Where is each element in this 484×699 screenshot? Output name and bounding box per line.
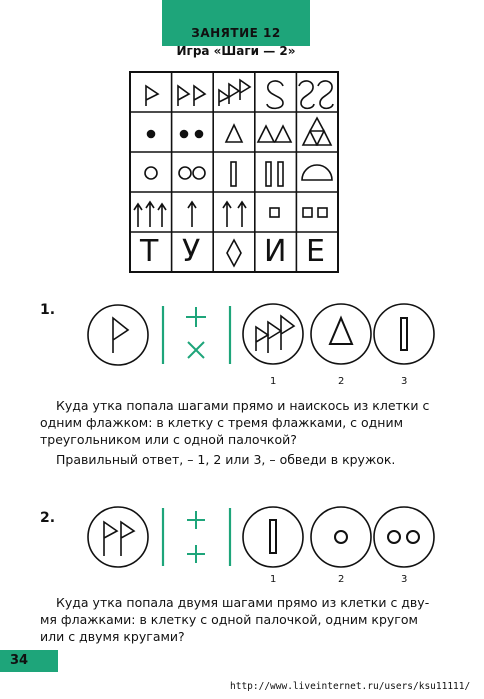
- square-one-icon: [270, 208, 279, 217]
- grid-letter-e: Е: [306, 234, 325, 269]
- task2-text-line: Куда утка попала двумя шагами прямо из клетки с дву-: [56, 595, 430, 610]
- game-title: Игра «Шаги — 2»: [176, 44, 296, 58]
- task2-number: 2.: [40, 510, 56, 526]
- task2-plus-icon-bottom: [187, 545, 205, 563]
- lesson-title: ЗАНЯТИЕ 12: [191, 26, 281, 40]
- task2-option1-circle: [243, 507, 303, 567]
- arrow-two-icon: [223, 202, 246, 227]
- half-circle-icon: [302, 165, 332, 180]
- flag-one-icon: [146, 86, 158, 106]
- task1-option1-label: 1: [270, 376, 277, 387]
- task1-plus-icon: [186, 307, 206, 327]
- task1-option3-circle: [374, 304, 434, 364]
- triangle-one-icon: [226, 125, 242, 142]
- task2-option2-circle: [311, 507, 371, 567]
- stick-two-icon: [266, 162, 283, 186]
- arrow-one-icon: [188, 202, 196, 227]
- task2-text-line: или с двумя кругами?: [40, 629, 185, 644]
- triangle-three-icon: [303, 118, 331, 145]
- task2-option2-label: 2: [338, 574, 345, 585]
- task2-plus-icon-top: [187, 511, 205, 529]
- grid-letter-i: И: [264, 234, 287, 269]
- stick-one-icon: [231, 162, 236, 186]
- task1-text-line: треугольником или с одной палочкой?: [40, 432, 297, 447]
- task2-option3-label: 3: [401, 574, 408, 585]
- arrow-three-icon: [134, 202, 166, 227]
- circle-one-icon: [145, 167, 157, 179]
- s-shape-icon: [267, 81, 283, 108]
- source-url[interactable]: http://www.liveinternet.ru/users/ksu11111/: [230, 681, 471, 692]
- grid-letter-u: У: [182, 234, 201, 269]
- triangle-two-icon: [258, 126, 291, 142]
- page-number-band: [0, 650, 58, 672]
- grid-letter-t: Т: [140, 234, 159, 269]
- square-two-icon: [303, 208, 327, 217]
- s-shape-pair-icon: [299, 81, 333, 108]
- page-number: 34: [10, 653, 29, 668]
- task2-start-circle: [88, 507, 148, 567]
- task1-option3-label: 3: [401, 376, 408, 387]
- diamond-icon: [227, 240, 241, 266]
- task1-number: 1.: [40, 302, 56, 318]
- task1-text-line: одним флажком: в клетку с тремя флажками, с одним: [40, 415, 404, 430]
- circle-two-icon: [179, 167, 205, 179]
- task2-option1-label: 1: [270, 574, 277, 585]
- flag-three-icon: [219, 80, 250, 106]
- task1-option1-circle: [243, 304, 303, 364]
- task2-text-line: мя флажками: в клетку с одной палочкой, одним кругом: [40, 612, 418, 627]
- task1-start-circle: [88, 305, 148, 365]
- task1-option2-circle: [311, 304, 371, 364]
- task2-option3-circle: [374, 507, 434, 567]
- task1-option2-label: 2: [338, 376, 345, 387]
- flag-two-icon: [178, 86, 205, 106]
- dot-two-icon: [181, 131, 203, 138]
- task1-answer-instruction: Правильный ответ, – 1, 2 или 3, – обведи в кружок.: [56, 452, 396, 467]
- task1-text-line: Куда утка попала шагами прямо и наискось из клетки с: [56, 398, 430, 413]
- task1-cross-icon: [188, 342, 204, 358]
- dot-one-icon: [148, 131, 155, 138]
